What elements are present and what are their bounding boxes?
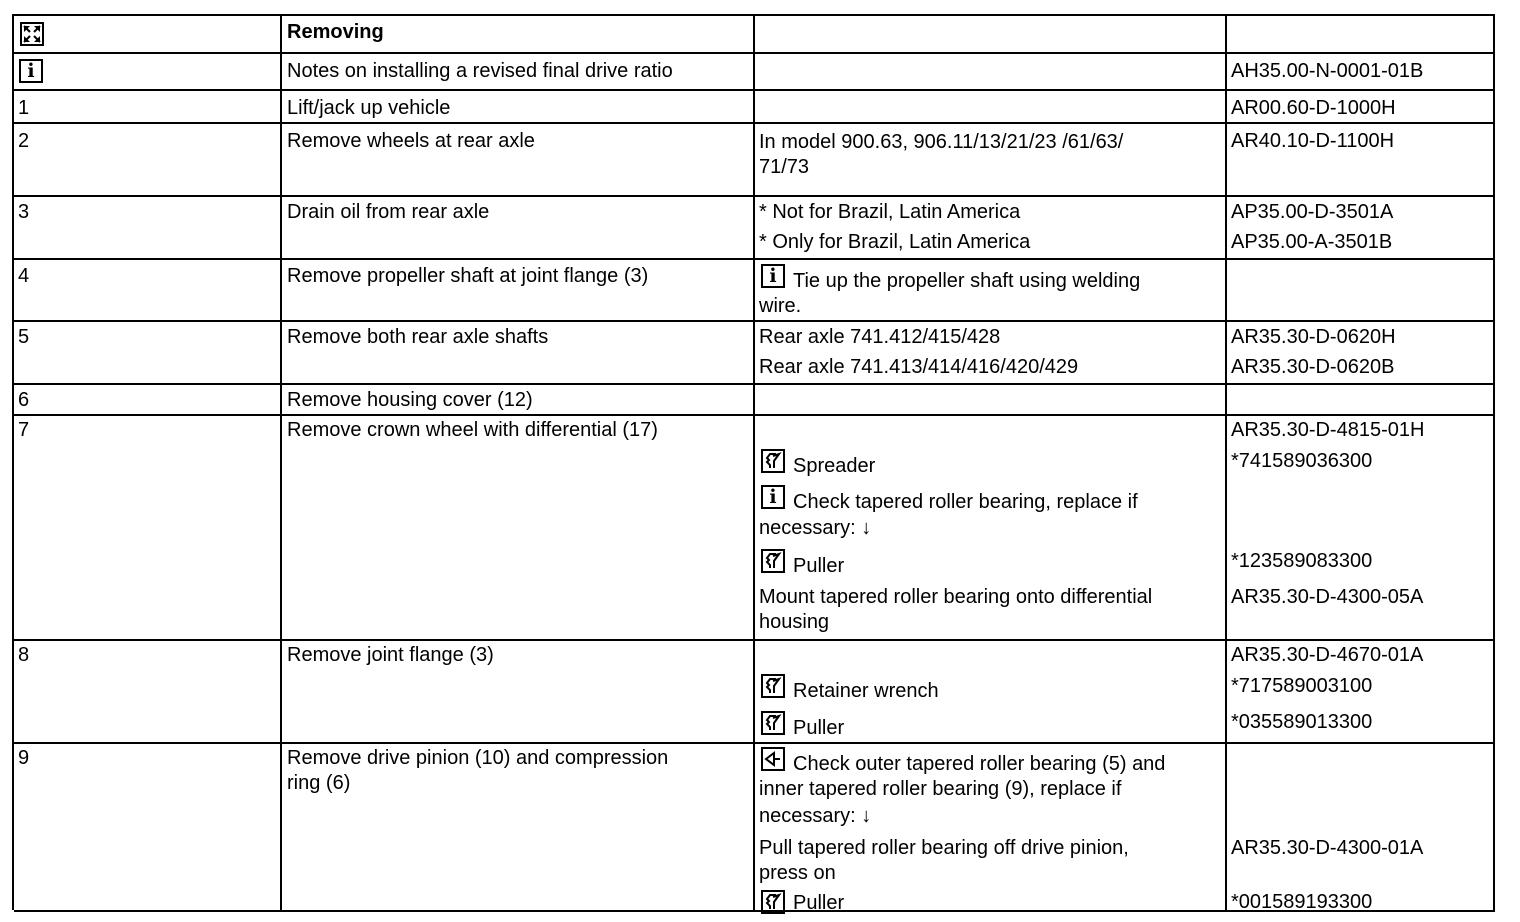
step-action: Remove crown wheel with differential (17) [287, 419, 658, 441]
wrench-tool-icon [761, 890, 785, 914]
step-action: Remove wheels at rear axle [287, 130, 535, 152]
table-row-notes [14, 54, 1495, 91]
table-row-step-3 [14, 197, 1495, 260]
tool-name: Retainer wrench [793, 680, 939, 702]
step-note-line: Check outer tapered roller bearing (5) and [793, 753, 1166, 775]
step-note-line: Rear axle 741.413/414/416/420/429 [759, 356, 1079, 378]
procedure-table [12, 14, 1495, 914]
step-number: 5 [18, 326, 30, 348]
tool-name: Puller [793, 717, 845, 739]
step-number: 7 [18, 419, 30, 441]
step-number: 2 [18, 130, 30, 152]
step-note-line: inner tapered roller bearing (9), replace if [759, 778, 1122, 800]
table-row-header [14, 16, 1495, 54]
step-number: 3 [18, 201, 30, 223]
table-row-step-2 [14, 124, 1495, 197]
step-ref-link[interactable]: AR35.30-D-4300-01A [1231, 837, 1424, 859]
step-action: Remove both rear axle shafts [287, 326, 549, 348]
table-row-step-5 [14, 322, 1495, 385]
step-ref-link[interactable]: AR35.30-D-0620H [1231, 326, 1396, 348]
table-row-step-1 [14, 91, 1495, 124]
step-note-line: Rear axle 741.412/415/428 [759, 326, 1001, 348]
step-note-line: necessary: ↓ [759, 805, 872, 827]
step-note-line: Tie up the propeller shaft using welding [793, 270, 1141, 292]
step-note-line: Check tapered roller bearing, replace if [793, 491, 1138, 513]
table-row-step-8 [14, 641, 1495, 744]
step-note-line: * Not for Brazil, Latin America [759, 201, 1021, 223]
step-number: 8 [18, 644, 30, 666]
step-number: 6 [18, 389, 30, 411]
step-note-line: necessary: ↓ [759, 517, 872, 539]
table-row-step-6 [14, 385, 1495, 416]
step-action: Remove housing cover (12) [287, 389, 533, 411]
step-note-line: wire. [759, 295, 802, 317]
table-row-step-9 [14, 744, 1495, 912]
tool-part-number[interactable]: *717589003100 [1231, 675, 1373, 697]
tool-part-number[interactable]: *035589013300 [1231, 711, 1373, 733]
expand-arrows-icon [20, 22, 44, 46]
tool-name: Puller [793, 892, 845, 914]
step-note-line: Mount tapered roller bearing onto differential [759, 586, 1153, 608]
notes-ref-link[interactable]: AH35.00-N-0001-01B [1231, 60, 1424, 82]
tool-part-number[interactable]: *123589083300 [1231, 550, 1373, 572]
info-icon: i [761, 264, 785, 288]
step-action: Remove joint flange (3) [287, 644, 494, 666]
step-note-line: In model 900.63, 906.11/13/21/23 /61/63/ [759, 131, 1124, 153]
wrench-tool-icon [761, 711, 785, 735]
pointer-icon [761, 747, 785, 771]
wrench-tool-icon [761, 449, 785, 473]
info-icon: i [761, 485, 785, 509]
step-note-line: Pull tapered roller bearing off drive pinion, [759, 837, 1129, 859]
step-ref-link[interactable]: AP35.00-A-3501B [1231, 231, 1393, 253]
notes-text: Notes on installing a revised final drive ratio [287, 60, 673, 82]
wrench-tool-icon [761, 674, 785, 698]
table-row-step-7 [14, 416, 1495, 641]
step-ref-link[interactable]: AP35.00-D-3501A [1231, 201, 1394, 223]
step-action: ring (6) [287, 772, 351, 794]
step-number: 9 [18, 747, 30, 769]
step-note-line: * Only for Brazil, Latin America [759, 231, 1031, 253]
table-row-step-4 [14, 260, 1495, 322]
step-action: Remove propeller shaft at joint flange (3) [287, 265, 649, 287]
step-ref-link[interactable]: AR35.30-D-0620B [1231, 356, 1395, 378]
wrench-tool-icon [761, 549, 785, 573]
tool-part-number[interactable]: *741589036300 [1231, 450, 1373, 472]
tool-part-number[interactable]: *001589193300 [1231, 891, 1373, 913]
tool-name: Puller [793, 555, 845, 577]
section-title: Removing [287, 21, 384, 43]
step-ref-link[interactable]: AR35.30-D-4815-01H [1231, 419, 1425, 441]
step-number: 1 [18, 97, 30, 119]
step-number: 4 [18, 265, 30, 287]
step-note-line: housing [759, 611, 830, 633]
step-action: Remove drive pinion (10) and compression [287, 747, 669, 769]
step-action: Lift/jack up vehicle [287, 97, 451, 119]
tool-name: Spreader [793, 455, 876, 477]
step-note-line: 71/73 [759, 156, 810, 178]
step-ref-link[interactable]: AR00.60-D-1000H [1231, 97, 1396, 119]
step-note-line: press on [759, 862, 836, 884]
step-ref-link[interactable]: AR40.10-D-1100H [1231, 130, 1395, 152]
step-action: Drain oil from rear axle [287, 201, 490, 223]
info-icon: i [19, 59, 43, 83]
step-ref-link[interactable]: AR35.30-D-4670-01A [1231, 644, 1424, 666]
step-ref-link[interactable]: AR35.30-D-4300-05A [1231, 586, 1424, 608]
